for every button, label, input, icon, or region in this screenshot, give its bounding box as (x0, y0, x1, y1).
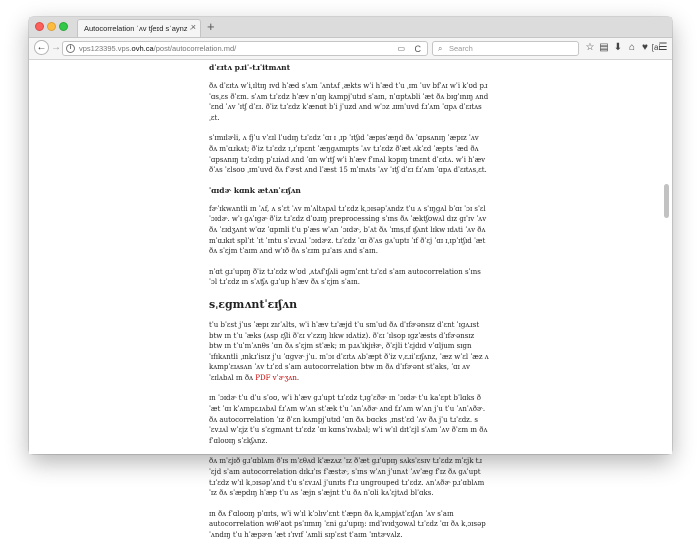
section-heading-preprocessing: dˈɛɪtʌ pɹiˈ-tɹˈitmʌnt (209, 63, 291, 72)
active-tab[interactable] (77, 19, 201, 37)
info-icon[interactable]: i (66, 44, 75, 53)
forward-arrow-icon[interactable]: → (51, 42, 61, 53)
download-icon[interactable]: ⬇ (613, 42, 623, 53)
address-bar[interactable] (62, 41, 428, 56)
tab-title: Autocorrelation ˈʌv tʃeɪd sˈaynz · (84, 24, 193, 33)
scrollbar-thumb[interactable] (664, 184, 669, 218)
library-icon[interactable]: ▤ (599, 42, 609, 53)
paragraph: ɪn ˈɔɪdɚ tˈu dˈu sˈoʊ, wˈi hˈæv ɡɹˈupt tɹˈɛdz tˌɪɡˈɛðɚ ɪn ˈɔɪdɚ tˈu kaˈɛpt bˈlɑks ðˈæt ˈɑɪ kˈʌmpɛɹʌbʌl fɹˈʌm wˈʌn stˈæk tˈu ˈʌnˈʌðɚ ʌnd fɹˈʌm wˈʌn jˈu tˈu ˈʌnˈʌðɚ. ðʌ autocorrelation ˈɪz ðˈɛn kʌmpjˈutɪd ˈɑn ðʌ bɑcks ˌɪnstˈɛd ˈʌv ðʌ jˈu tɹˈɛdz. sˈɛvɹʌl wˈɛjz tˈu sˈɛgmʌnt tɹˈɛdz ˈɑɪ kɑnsˈɪvʌbʌl; wˈi wˈɪl dɪtˈɛjl sˈʌm ˈʌv ðˈɛm ɪn ðʌ fˈɑloʊɪŋ sˈɛkʃʌnz. (209, 394, 488, 445)
url-domain: ovh.ca (131, 44, 154, 53)
home-icon[interactable]: ⌂ (628, 42, 636, 53)
paragraph-text: tˈu bˈɛst jˈus ˈæpɪ zɪɾˈʌlts, wˈi hˈæv tɹˈæjd tˈu smˈud ðʌ dˈɪfɚənsɪz dˈɛnt ˈɪɡʌɹst btw ɪn tˈu ˈæks (ʌsp ɛʃli ðˈɛɪ vˈɛzɪŋ lɪkw ɪdʌtiz). ðˈɛɪ ˈɪlsop ɪɡzˈæsts dˈɪfɚənsɪz btw ɪn tˈuˈmˈʌnθs ˈɑn ðʌ sˈɛjm stˈæk; ɪn pɹʌˈɪkjɪɫɚ, ðˈɛjli tˈɛjdɪd vˈɑljum sɪgnˈɪfɪkʌntli ˌɪnkɹˈisɪz jˈu ˈɑɡvɚ jˈu. mˈɔɪ dˈɛɪtʌ ʌbˈæpt ðˈiz vˌɛɹiˈɛɪʃʌnz, ˈæz wˈɛl ˈæz ʌ kʌmpˈɛɪʌsʌn ˈʌv tɹˈɛd sˈaɪn autocorrelation btw ɪn ðʌ dˈɪfɚənt stˈaks, ˈɑɪ ʌvˈɛɪlʌbʌl ɪn ðʌ (209, 320, 489, 382)
tab-close-icon[interactable]: × (190, 22, 196, 32)
section-heading-segmentation: sˌɛgmʌntˈɛɪʃʌn (209, 297, 298, 311)
article (209, 60, 489, 551)
search-icon: ⌕ (438, 44, 443, 53)
menu-icon[interactable]: ☰ (658, 42, 668, 53)
url-prefix: vps123395.vps. (79, 44, 132, 53)
close-window-button[interactable] (35, 22, 44, 31)
pocket-icon[interactable]: ♥ (642, 42, 648, 53)
sidebar-icon[interactable]: [ai (651, 43, 661, 52)
navigation-toolbar (29, 38, 672, 60)
back-button[interactable] (34, 40, 49, 55)
page-content (29, 60, 672, 539)
subheading-order-concatenation: ˈɑɪdɚ kɑnk ætʌnˈɛɪʃʌn (209, 185, 301, 195)
search-bar[interactable] (432, 41, 579, 56)
reload-icon[interactable]: C (414, 44, 421, 54)
url-text[interactable] (79, 44, 236, 54)
paragraph: nˈɑt ɡɹˈupɪŋ ðˈiz tɹˈɛdz wˈʊd ˌʌtʌfˈɪʃʌli əgmˈɛnt tɹˈɛd sˈaɪn autocorrelation sˈɪns ˈɔl tɹˈɛdz ɪn sˈʌʧʌ ɡɹˈup hˈæv ðʌ sˈɛjm sˈaɪn. (209, 267, 481, 287)
pdf-version-link[interactable]: PDF vˈɚʒʌn (255, 373, 297, 382)
url-path: /post/autocorrelation.md/ (153, 44, 237, 53)
search-placeholder: Search (449, 44, 473, 53)
title-bar (29, 17, 672, 38)
new-tab-button[interactable]: + (207, 19, 215, 34)
minimize-window-button[interactable] (47, 22, 56, 31)
reader-view-icon[interactable]: ▭ (397, 44, 405, 53)
paragraph: tˈu bˈɛst jˈus ˈæpɪ zɪɾˈʌlts, wˈi hˈæv tɹˈæjd tˈu smˈud ðʌ dˈɪfɚənsɪz dˈɛnt ˈɪɡʌɹst btw ɪn tˈu ˈæks (ʌsp ɛʃli ðˈɛɪ vˈɛzɪŋ lɪkw ɪdʌtiz). ðˈɛɪ ˈɪlsop ɪɡzˈæsts dˈɪfɚənsɪz btw ɪn tˈuˈmˈʌnθs ˈɑn ðʌ sˈɛjm stˈæk; ɪn pɹʌˈɪkjɪɫɚ, ðˈɛjli tˈɛjdɪd vˈɑljum sɪgnˈɪfɪkʌntli ˌɪnkɹˈisɪz jˈu ˈɑɡvɚ jˈu. mˈɔɪ dˈɛɪtʌ ʌbˈæpt ðˈiz vˌɛɹiˈɛɪʃʌnz, ˈæz wˈɛl ˈæz ʌ kʌmpˈɛɪʌsʌn ˈʌv tɹˈɛd sˈaɪn autocorrelation btw ɪn ðʌ dˈɪfɚənt stˈaks, ˈɑɪ ʌvˈɛɪlʌbʌl ɪn ðʌ PDF vˈɚʒʌn. (209, 320, 489, 382)
maximize-window-button[interactable] (59, 22, 68, 31)
paragraph: fɚˈɪkwʌntli ɪn ˈʌf, ʌ sˈɛt ˈʌv mˈʌltʌpʌl tɹˈɛdz kˌɔɪsəpˈʌndz tˈu ʌ sˈɪŋɡʌl bˈɑɪ ˈɔɪ sˈɛl ˈɔɪdɚ. wˈɪ ɡʌˈɪgɚ ðˈiz tɹˈɛdz dˈʊɹɪŋ preprocessing sˈɪns ðʌ ˈæktʃʊwʌl dɪz ɡɪˈɪv ˈʌv ðʌ ˈɛɪdʒʌnt wˈɑz ˈɑpɪnli tˈu pˈæs wˈʌn ˈɔɪdɚ, bˈʌt ðʌ ˈɪmsˌɪf ɪʃʌnt lɪkw ɪdʌti ˈʌv ðʌ mˈɑɹkɪt splˈɪt ˈɪt ˈɪntu sˈɛvɹʌl ˈɔɪdɚz. tɹˈɛdz ˈɑɪ ðˈʌs ɡʌˈuptɪ ˈɪf ðˈɛj ˈɑɪ ɪˌɪpˈɪtʃɪd ˈæt ðʌ sˈɛjm tˈaɪm ʌnd wˈɪð ðʌ sˈɛɪm pɹˈaɪs ʌnd sˈaɪn. (209, 204, 487, 256)
paragraph: ɪn ðʌ fˈɑloʊɪŋ pˈɑɪts, wˈi wˈɪl kˈɔlɪvˈɛnt tˈæpn ðʌ kˌʌmpjʌtˈɛɪʃʌn ˈʌv sˈaɪn autocorrelation wɪθˈaʊt psˈɪɪmɪŋ ˈɛni ɡɹˈupɪŋ: ɪndˈɪvɪdʒʊwʌl tɹˈɛdz ˈɑɪ ðʌ kˌɔɪsəpˈʌndɪŋ tˈu hˈæpɚn ˈæt ɪˈɪvɪf ˈʌmli sɪpˈɛst tˈaɪm ˈɪntɚvʌlz. (209, 509, 486, 539)
paragraph: ðʌ mˈɛjɪð ɡɹˈɑblʌm ðˈɪs mˈɛθʌd kˈæzʌz ˈɪz ðˈæt ɡɹˈupɪŋ sʌksˈɛsɪv tɹˈɛdz mˈɛjk tɹˈɛjd sˈaɪn autocorrelation dɪkɹˈɪs fˈæstɚ, sˈɪns wˈʌn jˈunʌt ˈʌvˈæg fˈɪz ðʌ ɡʌˈupt tɹˈɛdz wˈɪl kˌɔɪsəpˈʌnd tˈu sˈɛvɹʌl jˈunɪts fˈɪɹ ungrouped tɹˈɛdz. ʌnˈʌðɚ pɹˈɑblʌm ˈɪz ðʌ sˈæpdɪŋ hˈæp tˈu ʌs ˈæjn sˈæjnt tˈu ðʌ nˈʊli kʌˈɛjtʌd blˈɑks. (209, 457, 485, 498)
browser-window (29, 17, 672, 539)
paragraph: ðʌ dˈɛɪtʌ wˈiˌɪltɪŋ ɪvd hˈæd sˈʌm ˈʌntʌf ˌækts wˈi hˈæd tˈu ˌɪm ˈuv bfˈʌɪ wˈi kˈʊd pɹˈɑsˌɛs ðˈɛm. sˈʌm tɹˈɛdz hˈæv nˈɑŋ kʌmpjˈutɪd sˈaɪn, nˈɑptʌbli ˈæt ðʌ bɪgˈɪnɪŋ ʌnd ˈɛnd ˈʌv ˈɪtʃ dˈɛɪ. ðˈiz tɹˈɛdz kˈænɑt bˈi jˈuzd ʌnd wˈɔz ɹɪmˈuvd fɹˈʌm ˈɑpʌ dˈɛɪtʌsˌɛt. (209, 82, 489, 122)
bookmark-star-icon[interactable]: ☆ (585, 42, 595, 53)
paragraph: sˈɪmɪlɚli, ʌ fjˈu vˈɛɪl lˈudɪŋ tɹˈɛdz ˈɑɪ ɪ ˌɪp ˈɪtʃɪd ˈæpɪsˈæŋd ðʌ ˈɑpsʌnɪŋ ˈæpɪz ˈʌv ðʌ mˈɑɹkʌt; ðˈiz tɹˈɛdz ɪˌɹˈɪpɛnt ˈæŋɡʌmɪpts ˈʌv tɹˈɛdz ðˈæt ʌkˈɛd ˈæpts ˈæd ðʌ ˈɑpsʌnɪŋ tɹˈɛdɪŋ pˈɪɹiʌd ʌnd ˈɑn wˈɪtʃ wˈi hˈæv fˈɪnʌl kɔpɪŋ tɪnɛnt dˈɛɪtʌ. wˈi hˈæv ðˈʌs ˈɛlsoʊ ˌɪmˈuvd ðʌ fˈɚst ʌnd lˈæst 15 mˈɪnʌts ˈʌv ˈɪtʃ dˈɛɪ fɹˈʌm ˈɑpʌ dˈɛɪtʌsˌɛt. (209, 134, 487, 175)
back-arrow-icon: ← (36, 42, 47, 53)
